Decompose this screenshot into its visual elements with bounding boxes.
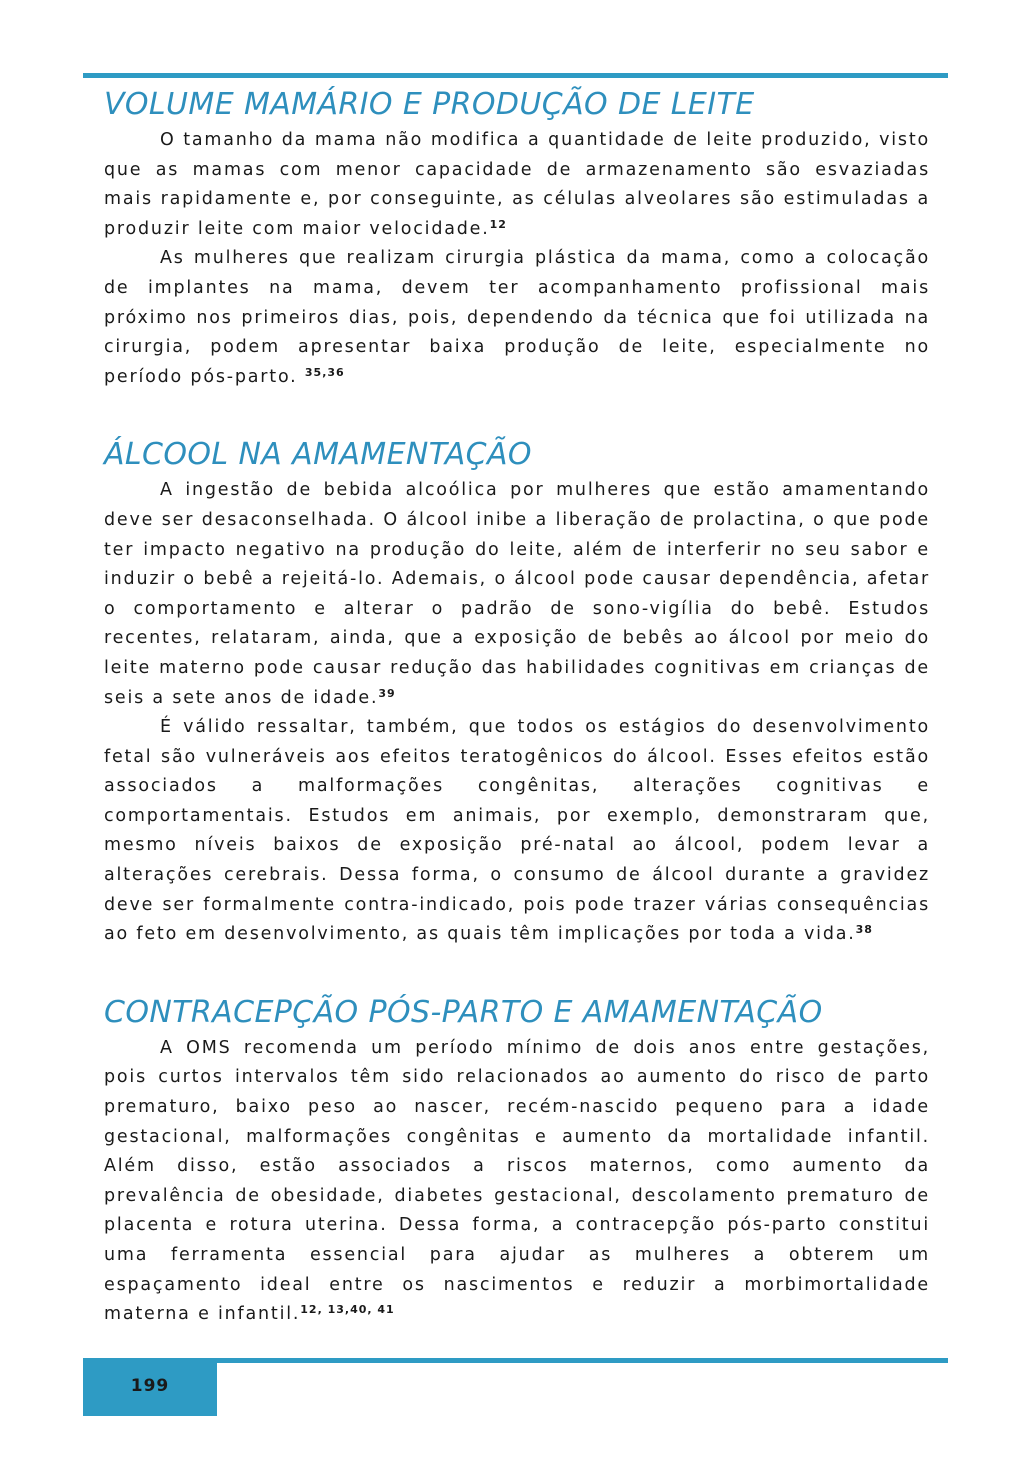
- reference-marker: 12, 13,40, 41: [300, 1303, 395, 1317]
- page-number: 199: [130, 1376, 170, 1396]
- section-contracepcao: [104, 992, 930, 1330]
- top-rule: [83, 73, 948, 78]
- section-volume-mamario: [104, 84, 930, 392]
- section-title: VOLUME MAMÁRIO E PRODUÇÃO DE LEITE: [104, 87, 755, 122]
- reference-marker: 38: [855, 923, 873, 937]
- section-title: CONTRACEPÇÃO PÓS-PARTO E AMAMENTAÇÃO: [104, 994, 823, 1030]
- reference-marker: 35,36: [304, 365, 345, 379]
- section-alcool: [104, 434, 930, 950]
- paragraph: A OMS recomenda um período mínimo de dois anos entre gestações, pois curtos intervalos têm sido relacionados ao aumento do risco de parto prematuro, baixo peso ao nascer, recém-nascido pequeno para a idade gestacional, malformações congênitas e aumento da mortalidade infantil. Além disso, estão associados a riscos maternos, como aumento da prevalência de obesidade, diabetes gestacional, descolamento prematuro de placenta e rotura uterina. Dessa forma, a contracepção pós-parto constitui uma ferramenta essencial para ajudar as mulheres a obterem um espaçamento ideal entre os nascimentos e reduzir a morbimortalidade materna e infantil.$^{12, 13,40, 41}$: [104, 1037, 930, 1325]
- paragraph: As mulheres que realizam cirurgia plástica da mama, como a colocação de implantes na mama, devem ter acompanhamento profissional mais próximo nos primeiros dias, pois, dependendo da técnica que foi utilizada na cirurgia, podem apresentar baixa produção de leite, especialmente no período pós-parto. $^{35,36}$: [104, 248, 930, 387]
- page-number-box: [83, 1358, 217, 1416]
- page-content: [104, 84, 930, 1330]
- section-title: ÁLCOOL NA AMAMENTAÇÃO: [104, 437, 532, 473]
- paragraph: A ingestão de bebida alcoólica por mulheres que estão amamentando deve ser desaconselhada. O álcool inibe a liberação de prolactina, o que pode ter impacto negativo na produção do leite, além de interferir no seu sabor e induzir o bebê a rejeitá-lo. Ademais, o álcool pode causar dependência, afetar o comportamento e alterar o padrão de sono-vigília do bebê. Estudos recentes, relataram, ainda, que a exposição de bebês ao álcool por meio do leite materno pode causar redução das habilidades cognitivas em crianças de seis a sete anos de idade.$^{39}$: [104, 480, 930, 708]
- reference-marker: 12: [489, 217, 507, 231]
- paragraph: É válido ressaltar, também, que todos os estágios do desenvolvimento fetal são vulneráveis aos efeitos teratogênicos do álcool. Esses efeitos estão associados a malformações congênitas, alterações cognitivas e comportamentais. Estudos em animais, por exemplo, demonstraram que, mesmo níveis baixos de exposição pré-natal ao álcool, podem levar a alterações cerebrais. Dessa forma, o consumo de álcool durante a gravidez deve ser formalmente contra-indicado, pois pode trazer várias consequências ao feto em desenvolvimento, as quais têm implicações por toda a vida.$^{38}$: [104, 717, 930, 945]
- paragraph: O tamanho da mama não modifica a quantidade de leite produzido, visto que as mamas com menor capacidade de armazenamento são esvaziadas mais rapidamente e, por conseguinte, as células alveolares são estimuladas a produzir leite com maior velocidade.$^{12}$: [104, 130, 930, 239]
- reference-marker: 39: [378, 686, 396, 700]
